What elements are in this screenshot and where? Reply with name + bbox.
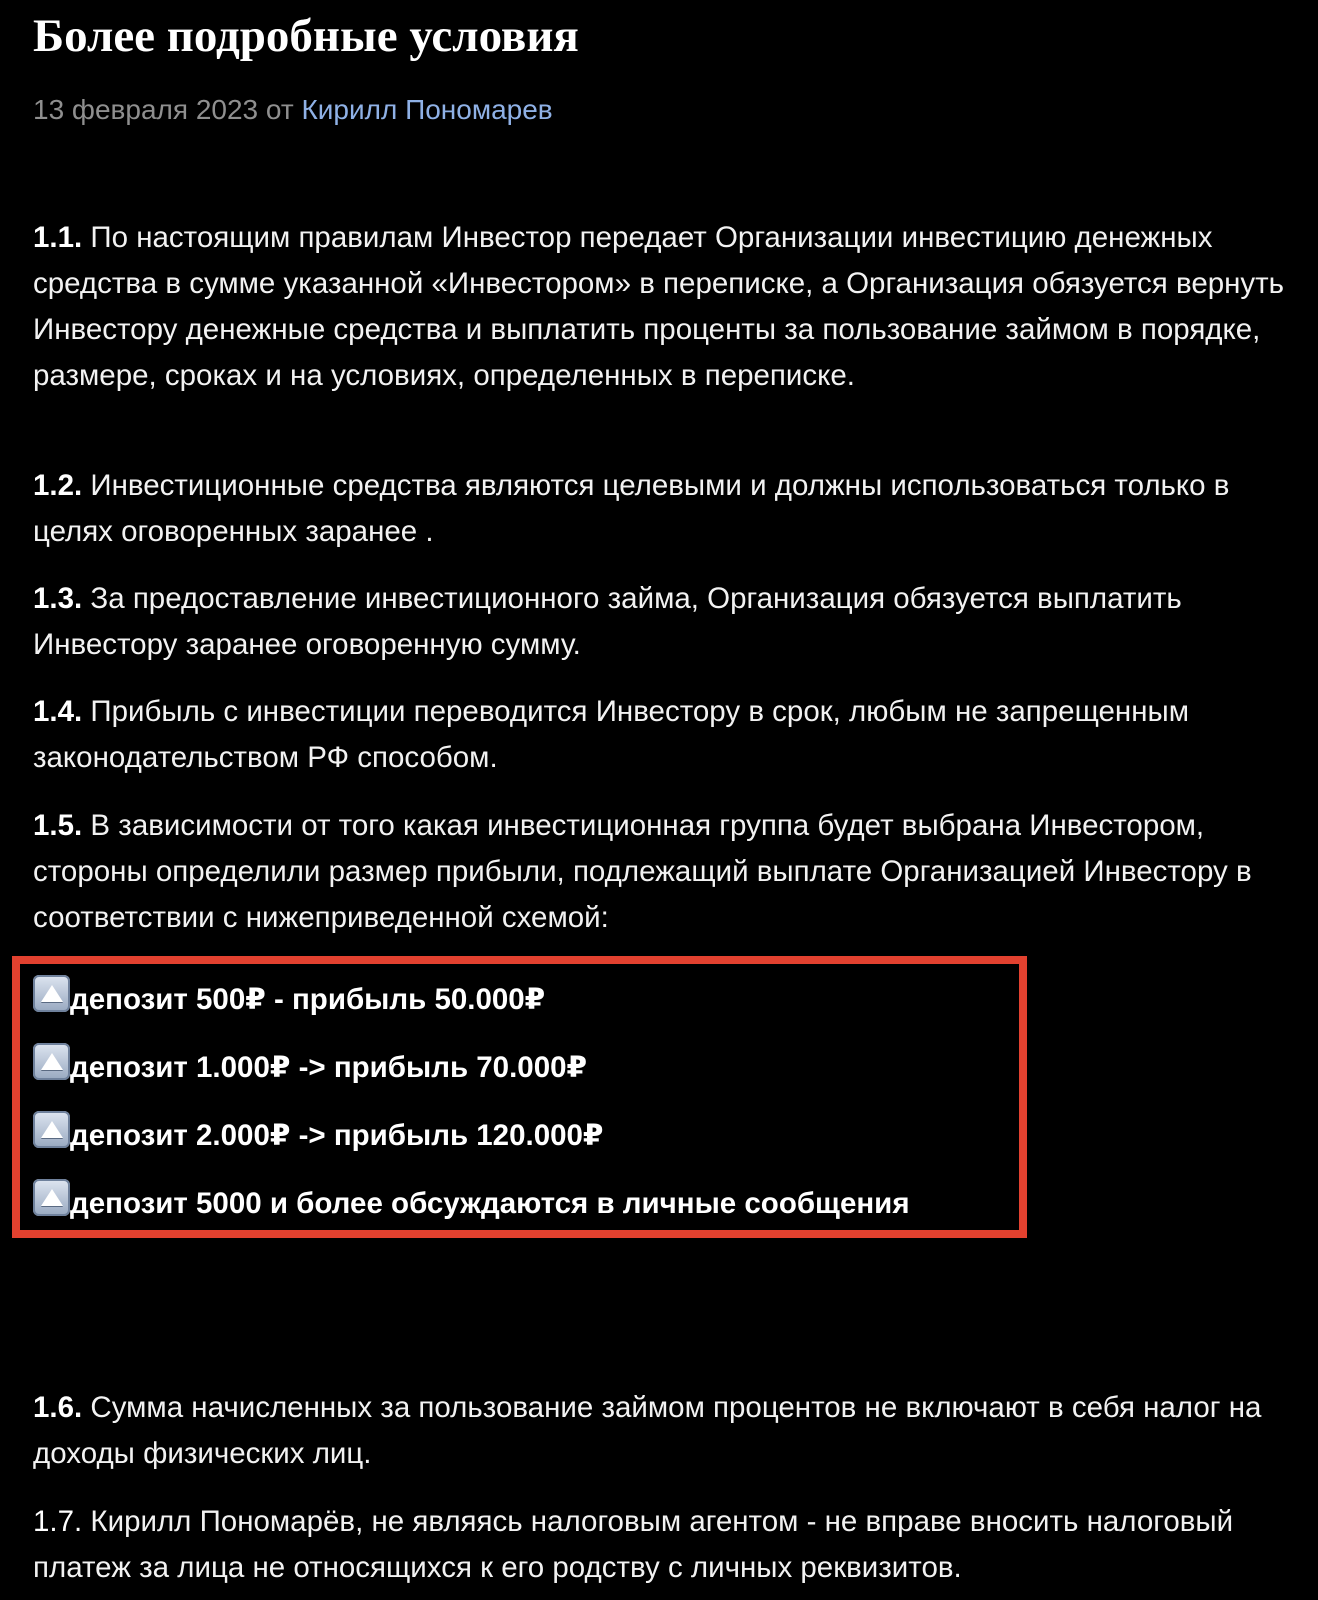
up-arrow-icon bbox=[33, 1111, 70, 1148]
section-text: По настоящим правилам Инвестор передает Организации инвестицию денежных средства в сумме указанной «Инвестором» в переписке, а Организация обязуется вернуть Инвестору денежные средства и выплатить проценты за пользование займом в порядке, размере, сроках и на условиях, определенных в переписке. bbox=[33, 221, 1285, 392]
section-text: Сумма начисленных за пользование займом процентов не включают в себя налог на доходы физических лиц. bbox=[33, 1391, 1262, 1470]
section-1-3 bbox=[33, 576, 1298, 668]
section-number: 1.1. bbox=[33, 221, 83, 254]
article-by: от bbox=[265, 94, 294, 125]
tier-text: депозит 2.000₽ -> прибыль 120.000₽ bbox=[70, 1119, 604, 1152]
section-number: 1.3. bbox=[33, 582, 83, 615]
article-meta bbox=[33, 90, 553, 130]
section-text: Прибыль с инвестиции переводится Инвестору в срок, любым не запрещенным законодательством РФ способом. bbox=[33, 695, 1189, 774]
section-number: 1.2. bbox=[33, 469, 83, 502]
tier-item bbox=[33, 1045, 587, 1091]
section-1-6 bbox=[33, 1385, 1298, 1477]
tier-text: депозит 500₽ - прибыль 50.000₽ bbox=[70, 983, 546, 1016]
section-1-5 bbox=[33, 803, 1298, 941]
section-number: 1.6. bbox=[33, 1391, 83, 1424]
up-arrow-icon bbox=[33, 1179, 70, 1216]
section-text: За предоставление инвестиционного займа, Организация обязуется выплатить Инвестору заранее оговоренную сумму. bbox=[33, 582, 1182, 661]
section-number: 1.5. bbox=[33, 809, 83, 842]
tier-item bbox=[33, 1113, 603, 1159]
tier-item bbox=[33, 977, 545, 1023]
section-1-2 bbox=[33, 463, 1298, 555]
article-date: 13 февраля 2023 bbox=[33, 94, 259, 125]
author-link[interactable]: Кирилл Пономарев bbox=[301, 94, 553, 125]
section-text: Кирилл Пономарёв, не являясь налоговым агентом - не вправе вносить налоговый платеж за лица не относящихся к его родству с личных реквизитов. bbox=[33, 1505, 1234, 1584]
up-arrow-icon bbox=[33, 1043, 70, 1080]
article-title: Более подробные условия bbox=[33, 10, 579, 62]
tier-text: депозит 5000 и более обсуждаются в личные сообщения bbox=[70, 1187, 910, 1220]
section-number: 1.7. bbox=[33, 1505, 83, 1538]
section-1-7 bbox=[33, 1499, 1298, 1591]
section-text: В зависимости от того какая инвестиционная группа будет выбрана Инвестором, стороны определили размер прибыли, подлежащий выплате Организацией Инвестору в соответствии с нижеприведенной схемой: bbox=[33, 809, 1252, 934]
section-text: Инвестиционные средства являются целевыми и должны использоваться только в целях оговоренных заранее . bbox=[33, 469, 1230, 548]
section-1-4 bbox=[33, 689, 1298, 781]
tier-item bbox=[33, 1181, 910, 1227]
up-arrow-icon bbox=[33, 975, 70, 1012]
section-1-1 bbox=[33, 215, 1298, 399]
section-number: 1.4. bbox=[33, 695, 83, 728]
tier-text: депозит 1.000₽ -> прибыль 70.000₽ bbox=[70, 1051, 588, 1084]
